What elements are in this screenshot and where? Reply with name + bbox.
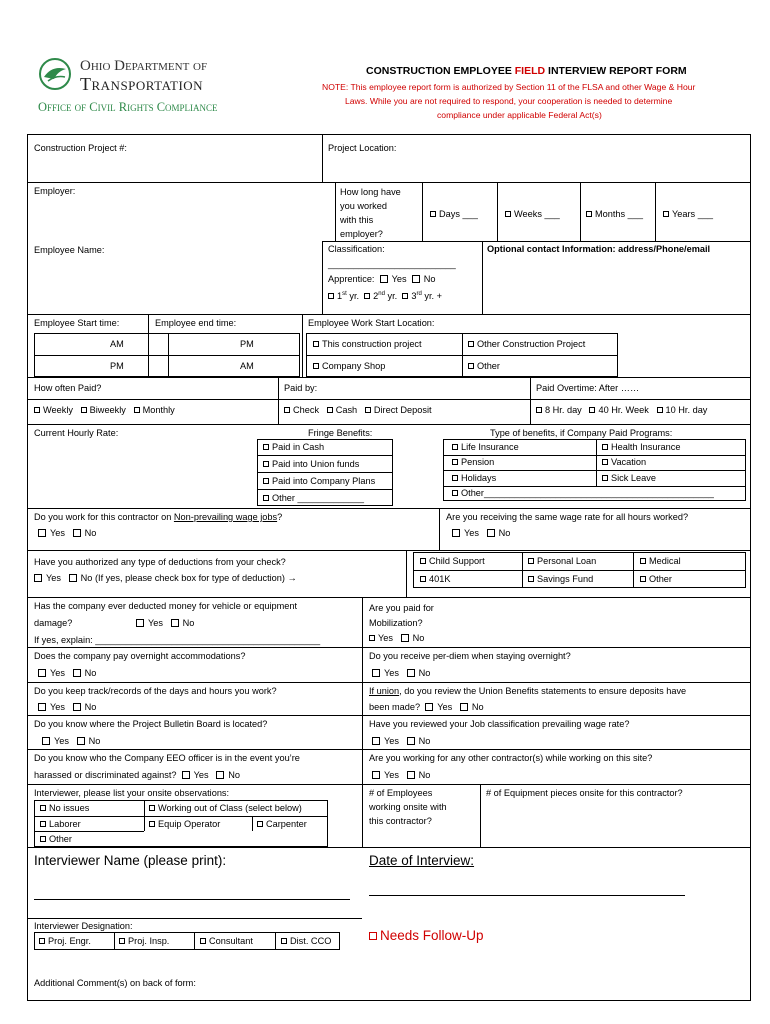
overtime-label: Paid Overtime: After …… <box>536 383 640 393</box>
ot-8hr-checkbox[interactable] <box>536 407 542 413</box>
classification-question: Have you reviewed your Job classification prevailing wage rate? <box>369 719 630 729</box>
end-am[interactable]: AM <box>240 361 254 371</box>
consultant-option[interactable]: Consultant <box>200 935 253 947</box>
savings-fund-option[interactable]: Savings Fund <box>528 573 593 585</box>
ohio-logo-icon <box>38 57 72 91</box>
interviewer-name-line[interactable] <box>34 899 350 900</box>
deductions-no-checkbox[interactable] <box>69 574 77 582</box>
apprentice-row: Apprentice: Yes No <box>328 274 436 284</box>
same-rate-yes-checkbox[interactable] <box>452 529 460 537</box>
note-line2: Laws. While you are not required to respond, your cooperation is needed to determine <box>345 96 673 106</box>
nonprev-no-checkbox[interactable] <box>73 529 81 537</box>
health-insurance-option[interactable]: Health Insurance <box>602 441 680 453</box>
start-am[interactable]: AM <box>110 339 124 349</box>
company-shop-option[interactable]: Company Shop <box>313 360 385 372</box>
medical-option[interactable]: Medical <box>640 555 681 567</box>
proj-insp-option[interactable]: Proj. Insp. <box>119 935 169 947</box>
vehicle-damage-question: Has the company ever deducted money for vehicle or equipment <box>34 601 298 611</box>
union-question: If union, do you review the Union Benefits statements to ensure deposits have <box>369 686 687 696</box>
401k-option[interactable]: 401K <box>420 573 450 585</box>
perdiem-no-checkbox[interactable] <box>407 669 415 677</box>
union-yes-checkbox[interactable] <box>425 703 433 711</box>
classif-no-checkbox[interactable] <box>407 737 415 745</box>
vehicle-explain[interactable]: If yes, explain: ____________________________________________ <box>34 635 321 645</box>
fringe-benefits-label: Fringe Benefits: <box>308 428 373 438</box>
project-location-label: Project Location: <box>328 143 397 153</box>
perdiem-question: Do you receive per-diem when staying overnight? <box>369 651 571 661</box>
year2-checkbox[interactable] <box>364 293 370 299</box>
paid-company-option[interactable]: Paid into Company Plans <box>263 475 375 487</box>
end-pm[interactable]: PM <box>240 339 254 349</box>
vacation-option[interactable]: Vacation <box>602 456 646 468</box>
paid-union-option[interactable]: Paid into Union funds <box>263 458 359 470</box>
monthly-checkbox[interactable] <box>134 407 140 413</box>
months-option[interactable]: Months ___ <box>586 208 643 220</box>
overnight-no-checkbox[interactable] <box>73 669 81 677</box>
carpenter-option[interactable]: Carpenter <box>257 818 307 830</box>
apprentice-no-checkbox[interactable] <box>412 275 420 283</box>
sick-leave-option[interactable]: Sick Leave <box>602 472 656 484</box>
contact-info-label: Optional contact Information: address/Phone/email <box>487 244 711 254</box>
records-question: Do you keep track/records of the days and hours you work? <box>34 686 277 696</box>
equip-operator-option[interactable]: Equip Operator <box>149 818 220 830</box>
form-title: CONSTRUCTION EMPLOYEE FIELD INTERVIEW REPORT FORM <box>366 65 687 77</box>
org-line3: Office of Civil Rights Compliance <box>38 100 218 114</box>
bulletin-yes-checkbox[interactable] <box>42 737 50 745</box>
this-project-option[interactable]: This construction project <box>313 338 422 350</box>
weeks-option[interactable]: Weeks ___ <box>505 208 560 220</box>
designation-label: Interviewer Designation: <box>34 921 133 931</box>
mobilization-question: Are you paid for <box>369 603 434 613</box>
ot-40hr-checkbox[interactable] <box>589 407 595 413</box>
paid-cash-option[interactable]: Paid in Cash <box>263 441 324 453</box>
note-line3: compliance under applicable Federal Act(s) <box>437 110 602 120</box>
year1-checkbox[interactable] <box>328 293 334 299</box>
eeo-yes-checkbox[interactable] <box>182 771 190 779</box>
additional-comments-label: Additional Comment(s) on back of form: <box>34 978 196 988</box>
other-contr-no-checkbox[interactable] <box>407 771 415 779</box>
classification-label: Classification: <box>328 244 385 254</box>
cash-checkbox[interactable] <box>327 407 333 413</box>
proj-engr-option[interactable]: Proj. Engr. <box>39 935 91 947</box>
personal-loan-option[interactable]: Personal Loan <box>528 555 596 567</box>
benefits-other-option[interactable]: Other_____________________________________________ <box>452 487 714 499</box>
dist-cco-option[interactable]: Dist. CCO <box>281 935 331 947</box>
project-number-label: Construction Project #: <box>34 143 127 153</box>
days-option[interactable]: Days ___ <box>430 208 478 220</box>
life-insurance-option[interactable]: Life Insurance <box>452 441 519 453</box>
overnight-yes-checkbox[interactable] <box>38 669 46 677</box>
date-line[interactable] <box>369 895 685 896</box>
hourly-rate-label: Current Hourly Rate: <box>34 428 119 438</box>
perdiem-yes-checkbox[interactable] <box>372 669 380 677</box>
equipment-onsite-label: # of Equipment pieces onsite for this contractor? <box>486 788 683 798</box>
deductions-question: Have you authorized any type of deductions from your check? <box>34 557 286 567</box>
same-rate-question: Are you receiving the same wage rate for all hours worked? <box>446 512 689 522</box>
mobilization-yes-checkbox[interactable] <box>369 635 375 641</box>
org-line1: Ohio Department of <box>80 58 208 74</box>
benefits-type-label: Type of benefits, if Company Paid Programs: <box>490 428 673 438</box>
nonprevailing-question: Do you work for this contractor on Non-prevailing wage jobs? <box>34 512 283 522</box>
note-line1: NOTE: This employee report form is authorized by Section 11 of the FLSA and other Wage & Hour <box>322 82 696 92</box>
deduction-other-option[interactable]: Other <box>640 573 672 585</box>
how-often-paid-label: How often Paid? <box>34 383 102 393</box>
records-no-checkbox[interactable] <box>73 703 81 711</box>
direct-deposit-checkbox[interactable] <box>365 407 371 413</box>
eeo-question: Do you know who the Company EEO officer is in the event you’re <box>34 753 300 763</box>
work-start-location-label: Employee Work Start Location: <box>308 318 435 328</box>
date-of-interview-label: Date of Interview: <box>369 853 475 868</box>
holidays-option[interactable]: Holidays <box>452 472 496 484</box>
laborer-option[interactable]: Laborer <box>40 818 81 830</box>
years-option[interactable]: Years ___ <box>663 208 713 220</box>
weekly-checkbox[interactable] <box>34 407 40 413</box>
mobilization-no-checkbox[interactable] <box>401 634 409 642</box>
bulletin-question: Do you know where the Project Bulletin Board is located? <box>34 719 268 729</box>
eeo-no-checkbox[interactable] <box>216 771 224 779</box>
other-contr-yes-checkbox[interactable] <box>372 771 380 779</box>
ot-10hr-checkbox[interactable] <box>657 407 663 413</box>
bulletin-no-checkbox[interactable] <box>77 737 85 745</box>
classif-yes-checkbox[interactable] <box>372 737 380 745</box>
pension-option[interactable]: Pension <box>452 456 494 468</box>
vehicle-no-checkbox[interactable] <box>171 619 179 627</box>
records-yes-checkbox[interactable] <box>38 703 46 711</box>
no-issues-option[interactable]: No issues <box>40 802 89 814</box>
deductions-yes-checkbox[interactable] <box>34 574 42 582</box>
needs-follow-up-option[interactable]: Needs Follow-Up <box>369 928 484 944</box>
paid-by-label: Paid by: <box>284 383 318 393</box>
nonprev-yes-checkbox[interactable] <box>38 529 46 537</box>
apprentice-yes-checkbox[interactable] <box>380 275 388 283</box>
overnight-question: Does the company pay overnight accommodations? <box>34 651 246 661</box>
end-time-label: Employee end time: <box>155 318 237 328</box>
employer-label: Employer: <box>34 186 76 196</box>
interviewer-name-label: Interviewer Name (please print): <box>34 853 227 868</box>
other-contractor-question: Are you working for any other contractor(s) while working on this site? <box>369 753 653 763</box>
start-time-label: Employee Start time: <box>34 318 120 328</box>
year3-checkbox[interactable] <box>402 293 408 299</box>
vehicle-yes-checkbox[interactable] <box>136 619 144 627</box>
odot-logo <box>38 57 72 91</box>
apprentice-years-row: 1st yr. 2nd yr. 3rd yr. + <box>328 288 442 302</box>
check-checkbox[interactable] <box>284 407 290 413</box>
observations-label: Interviewer, please list your onsite observations: <box>34 788 230 798</box>
fringe-other-option[interactable]: Other _____________ <box>263 492 364 504</box>
same-rate-no-checkbox[interactable] <box>487 529 495 537</box>
other-project-option[interactable]: Other Construction Project <box>468 338 585 350</box>
employees-onsite-label: # of Employees <box>369 788 433 798</box>
observation-other-option[interactable]: Other <box>40 833 72 845</box>
biweekly-checkbox[interactable] <box>81 407 87 413</box>
child-support-option[interactable]: Child Support <box>420 555 485 567</box>
other-location-option[interactable]: Other <box>468 360 500 372</box>
org-line2: Transportation <box>80 74 204 94</box>
employee-name-label: Employee Name: <box>34 245 105 255</box>
out-of-class-option[interactable]: Working out of Class (select below) <box>149 802 302 814</box>
union-no-checkbox[interactable] <box>460 703 468 711</box>
start-pm[interactable]: PM <box>110 361 124 371</box>
